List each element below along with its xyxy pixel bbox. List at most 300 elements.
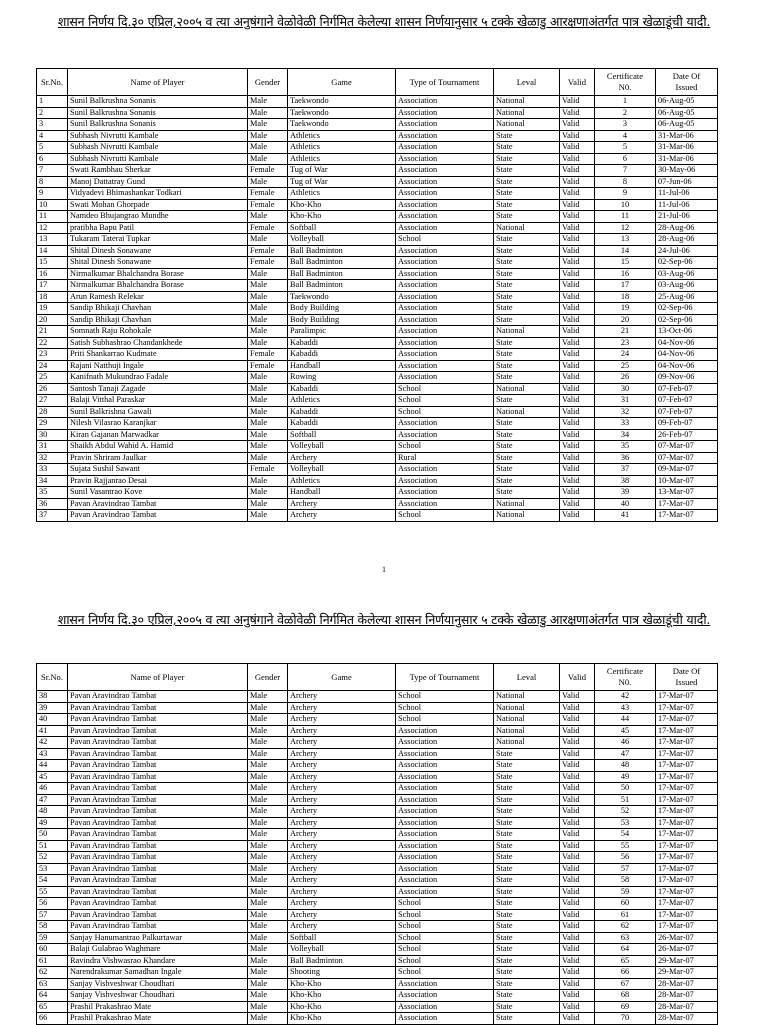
cell-certificate-no: 31 bbox=[595, 395, 656, 407]
header-level: Leval bbox=[494, 69, 560, 96]
cell-tournament-type: Association bbox=[396, 188, 494, 200]
cell-tournament-type: School bbox=[396, 898, 494, 910]
table-row bbox=[37, 142, 718, 154]
cell-game: Archery bbox=[288, 817, 396, 829]
header-date-line2: Issued bbox=[675, 82, 698, 92]
cell-date-issued: 17-Mar-07 bbox=[656, 863, 718, 875]
table-row bbox=[37, 222, 718, 234]
cell-gender: Male bbox=[248, 852, 288, 864]
table-row bbox=[37, 725, 718, 737]
header-game: Game bbox=[288, 69, 396, 96]
cell-sr-no: 40 bbox=[37, 714, 68, 726]
table-row bbox=[37, 875, 718, 887]
cell-tournament-type: Association bbox=[396, 863, 494, 875]
cell-game: Paralimpic bbox=[288, 326, 396, 338]
cell-valid: Valid bbox=[560, 429, 595, 441]
cell-gender: Male bbox=[248, 418, 288, 430]
cell-player-name: Pavan Aravindrao Tambat bbox=[68, 714, 248, 726]
cell-player-name: Sanjay Vishveshwar Choudhari bbox=[68, 978, 248, 990]
cell-date-issued: 07-Mar-07 bbox=[656, 452, 718, 464]
cell-player-name: Somnath Raju Rohokale bbox=[68, 326, 248, 338]
cell-player-name: Pravin Shriram Jaulkar bbox=[68, 452, 248, 464]
cell-valid: Valid bbox=[560, 498, 595, 510]
cell-date-issued: 17-Mar-07 bbox=[656, 794, 718, 806]
cell-certificate-no: 20 bbox=[595, 314, 656, 326]
table-row bbox=[37, 978, 718, 990]
cell-player-name: Subhash Nivrutti Kambale bbox=[68, 142, 248, 154]
cell-player-name: Pavan Aravindrao Tambat bbox=[68, 691, 248, 703]
cell-valid: Valid bbox=[560, 280, 595, 292]
page-number: 1 bbox=[382, 565, 386, 574]
cell-valid: Valid bbox=[560, 211, 595, 223]
cell-player-name: Balaji Vitthal Paraskar bbox=[68, 395, 248, 407]
cell-game: Archery bbox=[288, 886, 396, 898]
cell-game: Tug of War bbox=[288, 165, 396, 177]
cell-tournament-type: Association bbox=[396, 303, 494, 315]
cell-date-issued: 17-Mar-07 bbox=[656, 714, 718, 726]
cell-game: Archery bbox=[288, 840, 396, 852]
cell-tournament-type: Association bbox=[396, 130, 494, 142]
cell-tournament-type: School bbox=[396, 406, 494, 418]
cell-player-name: Rajani Natthuji Ingale bbox=[68, 360, 248, 372]
cell-game: Tug of War bbox=[288, 176, 396, 188]
cell-game: Kho-Kho bbox=[288, 990, 396, 1002]
table-row bbox=[37, 303, 718, 315]
cell-gender: Male bbox=[248, 96, 288, 108]
cell-player-name: Nilesh Vilasrao Karanjkar bbox=[68, 418, 248, 430]
header-valid: Valid bbox=[560, 69, 595, 96]
cell-sr-no: 1 bbox=[37, 96, 68, 108]
cell-sr-no: 2 bbox=[37, 107, 68, 119]
cell-valid: Valid bbox=[560, 199, 595, 211]
cell-valid: Valid bbox=[560, 783, 595, 795]
cell-gender: Male bbox=[248, 383, 288, 395]
cell-level: State bbox=[494, 188, 560, 200]
cell-gender: Female bbox=[248, 188, 288, 200]
table-row bbox=[37, 441, 718, 453]
cell-tournament-type: School bbox=[396, 714, 494, 726]
cell-tournament-type: Association bbox=[396, 153, 494, 165]
table-row bbox=[37, 406, 718, 418]
cell-gender: Female bbox=[248, 349, 288, 361]
cell-gender: Male bbox=[248, 487, 288, 499]
table-row bbox=[37, 464, 718, 476]
cell-date-issued: 29-Mar-07 bbox=[656, 955, 718, 967]
cell-player-name: Subhash Nivrutti Kambale bbox=[68, 153, 248, 165]
cell-level: National bbox=[494, 714, 560, 726]
cell-sr-no: 48 bbox=[37, 806, 68, 818]
cell-sr-no: 50 bbox=[37, 829, 68, 841]
cell-player-name: Sanjay Vishveshwar Choudhari bbox=[68, 990, 248, 1002]
cell-sr-no: 33 bbox=[37, 464, 68, 476]
cell-level: State bbox=[494, 337, 560, 349]
cell-level: State bbox=[494, 487, 560, 499]
cell-level: State bbox=[494, 932, 560, 944]
cell-gender: Male bbox=[248, 978, 288, 990]
cell-game: Kho-Kho bbox=[288, 978, 396, 990]
cell-level: State bbox=[494, 955, 560, 967]
cell-date-issued: 17-Mar-07 bbox=[656, 702, 718, 714]
cell-level: State bbox=[494, 771, 560, 783]
cell-level: State bbox=[494, 176, 560, 188]
cell-level: National bbox=[494, 498, 560, 510]
cell-valid: Valid bbox=[560, 909, 595, 921]
table-row bbox=[37, 498, 718, 510]
cell-gender: Male bbox=[248, 921, 288, 933]
cell-certificate-no: 61 bbox=[595, 909, 656, 921]
cell-certificate-no: 38 bbox=[595, 475, 656, 487]
cell-level: State bbox=[494, 372, 560, 384]
cell-level: State bbox=[494, 898, 560, 910]
cell-gender: Male bbox=[248, 829, 288, 841]
cell-gender: Male bbox=[248, 714, 288, 726]
cell-player-name: Pavan Aravindrao Tambat bbox=[68, 875, 248, 887]
cell-gender: Male bbox=[248, 806, 288, 818]
cell-valid: Valid bbox=[560, 863, 595, 875]
cell-gender: Male bbox=[248, 990, 288, 1002]
cell-game: Archery bbox=[288, 829, 396, 841]
page2-player-table bbox=[36, 663, 718, 1025]
cell-gender: Female bbox=[248, 199, 288, 211]
cell-game: Archery bbox=[288, 863, 396, 875]
cell-date-issued: 13-Mar-07 bbox=[656, 487, 718, 499]
table-row bbox=[37, 360, 718, 372]
cell-game: Ball Badminton bbox=[288, 955, 396, 967]
table-row bbox=[37, 748, 718, 760]
cell-tournament-type: Association bbox=[396, 107, 494, 119]
cell-date-issued: 17-Mar-07 bbox=[656, 771, 718, 783]
cell-valid: Valid bbox=[560, 829, 595, 841]
header-valid: Valid bbox=[560, 664, 595, 691]
cell-valid: Valid bbox=[560, 748, 595, 760]
cell-gender: Male bbox=[248, 234, 288, 246]
cell-level: State bbox=[494, 245, 560, 257]
cell-certificate-no: 5 bbox=[595, 142, 656, 154]
cell-sr-no: 66 bbox=[37, 1013, 68, 1025]
header-type-of-tournament: Type of Tournament bbox=[396, 69, 494, 96]
cell-valid: Valid bbox=[560, 418, 595, 430]
cell-certificate-no: 64 bbox=[595, 944, 656, 956]
cell-gender: Male bbox=[248, 176, 288, 188]
cell-certificate-no: 14 bbox=[595, 245, 656, 257]
cell-game: Archery bbox=[288, 771, 396, 783]
header-certificate-no bbox=[595, 69, 656, 96]
cell-tournament-type: School bbox=[396, 932, 494, 944]
cell-sr-no: 44 bbox=[37, 760, 68, 772]
cell-tournament-type: Rural bbox=[396, 452, 494, 464]
cell-player-name: Pavan Aravindrao Tambat bbox=[68, 498, 248, 510]
cell-tournament-type: Association bbox=[396, 222, 494, 234]
cell-game: Kho-Kho bbox=[288, 1013, 396, 1025]
cell-gender: Male bbox=[248, 771, 288, 783]
table-row bbox=[37, 211, 718, 223]
cell-tournament-type: School bbox=[396, 510, 494, 522]
header-gender: Gender bbox=[248, 664, 288, 691]
cell-level: State bbox=[494, 153, 560, 165]
cell-level: National bbox=[494, 222, 560, 234]
cell-date-issued: 11-Jul-06 bbox=[656, 188, 718, 200]
table-row bbox=[37, 257, 718, 269]
table-row bbox=[37, 268, 718, 280]
cell-certificate-no: 67 bbox=[595, 978, 656, 990]
cell-date-issued: 17-Mar-07 bbox=[656, 691, 718, 703]
cell-tournament-type: Association bbox=[396, 806, 494, 818]
table-row bbox=[37, 829, 718, 841]
header-type-of-tournament: Type of Tournament bbox=[396, 664, 494, 691]
header-level: Leval bbox=[494, 664, 560, 691]
cell-date-issued: 17-Mar-07 bbox=[656, 806, 718, 818]
cell-game: Athletics bbox=[288, 395, 396, 407]
cell-tournament-type: School bbox=[396, 955, 494, 967]
cell-sr-no: 9 bbox=[37, 188, 68, 200]
cell-sr-no: 29 bbox=[37, 418, 68, 430]
cell-tournament-type: Association bbox=[396, 875, 494, 887]
cell-game: Kho-Kho bbox=[288, 199, 396, 211]
cell-tournament-type: Association bbox=[396, 886, 494, 898]
cell-valid: Valid bbox=[560, 817, 595, 829]
cell-game: Archery bbox=[288, 691, 396, 703]
table-row bbox=[37, 337, 718, 349]
cell-tournament-type: School bbox=[396, 441, 494, 453]
cell-game: Archery bbox=[288, 725, 396, 737]
cell-valid: Valid bbox=[560, 153, 595, 165]
table-row bbox=[37, 96, 718, 108]
cell-game: Taekwondo bbox=[288, 96, 396, 108]
cell-certificate-no: 1 bbox=[595, 96, 656, 108]
header-cert-line1: Certificate bbox=[606, 71, 644, 81]
cell-sr-no: 25 bbox=[37, 372, 68, 384]
cell-sr-no: 20 bbox=[37, 314, 68, 326]
cell-gender: Male bbox=[248, 475, 288, 487]
cell-valid: Valid bbox=[560, 932, 595, 944]
cell-certificate-no: 18 bbox=[595, 291, 656, 303]
cell-gender: Male bbox=[248, 429, 288, 441]
table-header-row bbox=[37, 664, 718, 691]
cell-level: State bbox=[494, 886, 560, 898]
cell-date-issued: 02-Sep-06 bbox=[656, 303, 718, 315]
cell-valid: Valid bbox=[560, 714, 595, 726]
table-row bbox=[37, 487, 718, 499]
cell-player-name: Prashil Prakashrao Mate bbox=[68, 1013, 248, 1025]
cell-level: State bbox=[494, 314, 560, 326]
cell-game: Handball bbox=[288, 487, 396, 499]
cell-sr-no: 22 bbox=[37, 337, 68, 349]
cell-certificate-no: 34 bbox=[595, 429, 656, 441]
cell-gender: Male bbox=[248, 840, 288, 852]
cell-certificate-no: 35 bbox=[595, 441, 656, 453]
cell-certificate-no: 32 bbox=[595, 406, 656, 418]
cell-valid: Valid bbox=[560, 702, 595, 714]
cell-level: State bbox=[494, 475, 560, 487]
cell-game: Volleyball bbox=[288, 464, 396, 476]
cell-player-name: Kanifnath Mukundrao Fadale bbox=[68, 372, 248, 384]
cell-tournament-type: Association bbox=[396, 783, 494, 795]
cell-level: State bbox=[494, 817, 560, 829]
cell-level: State bbox=[494, 199, 560, 211]
cell-gender: Male bbox=[248, 406, 288, 418]
cell-gender: Male bbox=[248, 932, 288, 944]
cell-tournament-type: Association bbox=[396, 794, 494, 806]
cell-certificate-no: 33 bbox=[595, 418, 656, 430]
cell-level: State bbox=[494, 1013, 560, 1025]
cell-gender: Female bbox=[248, 222, 288, 234]
cell-player-name: Narendrakumar Samadhan Ingale bbox=[68, 967, 248, 979]
cell-sr-no: 43 bbox=[37, 748, 68, 760]
cell-date-issued: 17-Mar-07 bbox=[656, 909, 718, 921]
cell-certificate-no: 70 bbox=[595, 1013, 656, 1025]
table-row bbox=[37, 886, 718, 898]
cell-gender: Male bbox=[248, 760, 288, 772]
cell-game: Ball Badminton bbox=[288, 268, 396, 280]
cell-sr-no: 42 bbox=[37, 737, 68, 749]
cell-level: State bbox=[494, 360, 560, 372]
cell-date-issued: 17-Mar-07 bbox=[656, 886, 718, 898]
cell-level: National bbox=[494, 383, 560, 395]
cell-valid: Valid bbox=[560, 510, 595, 522]
cell-certificate-no: 17 bbox=[595, 280, 656, 292]
cell-valid: Valid bbox=[560, 119, 595, 131]
cell-date-issued: 17-Mar-07 bbox=[656, 783, 718, 795]
page1-player-table bbox=[36, 68, 718, 522]
cell-player-name: Sandip Bhikaji Chavhan bbox=[68, 314, 248, 326]
table-row bbox=[37, 714, 718, 726]
table-row bbox=[37, 921, 718, 933]
cell-certificate-no: 23 bbox=[595, 337, 656, 349]
cell-certificate-no: 16 bbox=[595, 268, 656, 280]
cell-game: Kabaddi bbox=[288, 383, 396, 395]
table-row bbox=[37, 165, 718, 177]
cell-certificate-no: 46 bbox=[595, 737, 656, 749]
cell-valid: Valid bbox=[560, 372, 595, 384]
cell-level: National bbox=[494, 119, 560, 131]
table-row bbox=[37, 898, 718, 910]
cell-game: Taekwondo bbox=[288, 291, 396, 303]
cell-valid: Valid bbox=[560, 406, 595, 418]
cell-valid: Valid bbox=[560, 1001, 595, 1013]
cell-valid: Valid bbox=[560, 257, 595, 269]
cell-sr-no: 8 bbox=[37, 176, 68, 188]
cell-sr-no: 39 bbox=[37, 702, 68, 714]
cell-tournament-type: Association bbox=[396, 119, 494, 131]
cell-level: State bbox=[494, 452, 560, 464]
cell-date-issued: 07-Feb-07 bbox=[656, 383, 718, 395]
header-name-of-player: Name of Player bbox=[68, 664, 248, 691]
cell-level: State bbox=[494, 441, 560, 453]
cell-game: Handball bbox=[288, 360, 396, 372]
cell-certificate-no: 24 bbox=[595, 349, 656, 361]
cell-certificate-no: 59 bbox=[595, 886, 656, 898]
cell-player-name: Prashil Prakashrao Mate bbox=[68, 1001, 248, 1013]
cell-tournament-type: Association bbox=[396, 429, 494, 441]
cell-game: Softball bbox=[288, 429, 396, 441]
cell-valid: Valid bbox=[560, 395, 595, 407]
cell-player-name: Sunil Balkrishna Gawali bbox=[68, 406, 248, 418]
cell-level: State bbox=[494, 748, 560, 760]
cell-game: Archery bbox=[288, 783, 396, 795]
header-cert-line1: Certificate bbox=[606, 666, 644, 676]
header-gender: Gender bbox=[248, 69, 288, 96]
cell-gender: Male bbox=[248, 452, 288, 464]
cell-valid: Valid bbox=[560, 360, 595, 372]
cell-date-issued: 17-Mar-07 bbox=[656, 898, 718, 910]
cell-game: Kho-Kho bbox=[288, 211, 396, 223]
cell-date-issued: 31-Mar-06 bbox=[656, 142, 718, 154]
cell-sr-no: 63 bbox=[37, 978, 68, 990]
cell-sr-no: 13 bbox=[37, 234, 68, 246]
cell-valid: Valid bbox=[560, 188, 595, 200]
table-row bbox=[37, 153, 718, 165]
cell-game: Body Building bbox=[288, 303, 396, 315]
cell-valid: Valid bbox=[560, 245, 595, 257]
cell-date-issued: 30-May-06 bbox=[656, 165, 718, 177]
cell-date-issued: 17-Mar-07 bbox=[656, 510, 718, 522]
cell-player-name: Pavan Aravindrao Tambat bbox=[68, 510, 248, 522]
cell-certificate-no: 60 bbox=[595, 898, 656, 910]
cell-gender: Male bbox=[248, 748, 288, 760]
cell-level: State bbox=[494, 464, 560, 476]
cell-tournament-type: Association bbox=[396, 760, 494, 772]
cell-level: State bbox=[494, 291, 560, 303]
table-row bbox=[37, 199, 718, 211]
cell-tournament-type: Association bbox=[396, 142, 494, 154]
cell-certificate-no: 43 bbox=[595, 702, 656, 714]
cell-gender: Male bbox=[248, 314, 288, 326]
cell-gender: Female bbox=[248, 464, 288, 476]
cell-tournament-type: Association bbox=[396, 245, 494, 257]
cell-tournament-type: Association bbox=[396, 1013, 494, 1025]
cell-tournament-type: Association bbox=[396, 487, 494, 499]
cell-gender: Male bbox=[248, 817, 288, 829]
cell-sr-no: 6 bbox=[37, 153, 68, 165]
cell-level: State bbox=[494, 921, 560, 933]
cell-player-name: Manoj Dattatray Gund bbox=[68, 176, 248, 188]
cell-valid: Valid bbox=[560, 760, 595, 772]
cell-game: Ball Badminton bbox=[288, 245, 396, 257]
page1-title: शासन निर्णय दि.३० एप्रिल,२००५ व त्या अनुषंगाने वेळोवेळी निर्गमित केलेल्या शासन निर्णयानुसार ५ टक्के खेळाडु आरक्षणाअंतर्गत पात्र खेळाडूंची यादी. bbox=[57, 14, 711, 29]
cell-tournament-type: Association bbox=[396, 257, 494, 269]
cell-game: Softball bbox=[288, 222, 396, 234]
cell-game: Volleyball bbox=[288, 944, 396, 956]
cell-sr-no: 61 bbox=[37, 955, 68, 967]
cell-game: Athletics bbox=[288, 475, 396, 487]
cell-game: Athletics bbox=[288, 188, 396, 200]
cell-game: Archery bbox=[288, 794, 396, 806]
table-row bbox=[37, 326, 718, 338]
cell-sr-no: 32 bbox=[37, 452, 68, 464]
cell-tournament-type: Association bbox=[396, 748, 494, 760]
cell-sr-no: 45 bbox=[37, 771, 68, 783]
cell-valid: Valid bbox=[560, 165, 595, 177]
cell-date-issued: 17-Mar-07 bbox=[656, 829, 718, 841]
cell-level: State bbox=[494, 268, 560, 280]
cell-player-name: Sanjay Hanumantrao Palkurtawar bbox=[68, 932, 248, 944]
cell-level: State bbox=[494, 852, 560, 864]
cell-sr-no: 5 bbox=[37, 142, 68, 154]
cell-player-name: Subhash Nivrutti Kambale bbox=[68, 130, 248, 142]
cell-gender: Female bbox=[248, 257, 288, 269]
cell-sr-no: 65 bbox=[37, 1001, 68, 1013]
cell-certificate-no: 66 bbox=[595, 967, 656, 979]
cell-gender: Male bbox=[248, 510, 288, 522]
cell-sr-no: 57 bbox=[37, 909, 68, 921]
cell-level: State bbox=[494, 395, 560, 407]
cell-date-issued: 24-Jul-06 bbox=[656, 245, 718, 257]
cell-sr-no: 16 bbox=[37, 268, 68, 280]
table-row bbox=[37, 702, 718, 714]
cell-certificate-no: 54 bbox=[595, 829, 656, 841]
cell-player-name: Pavan Aravindrao Tambat bbox=[68, 771, 248, 783]
cell-certificate-no: 55 bbox=[595, 840, 656, 852]
